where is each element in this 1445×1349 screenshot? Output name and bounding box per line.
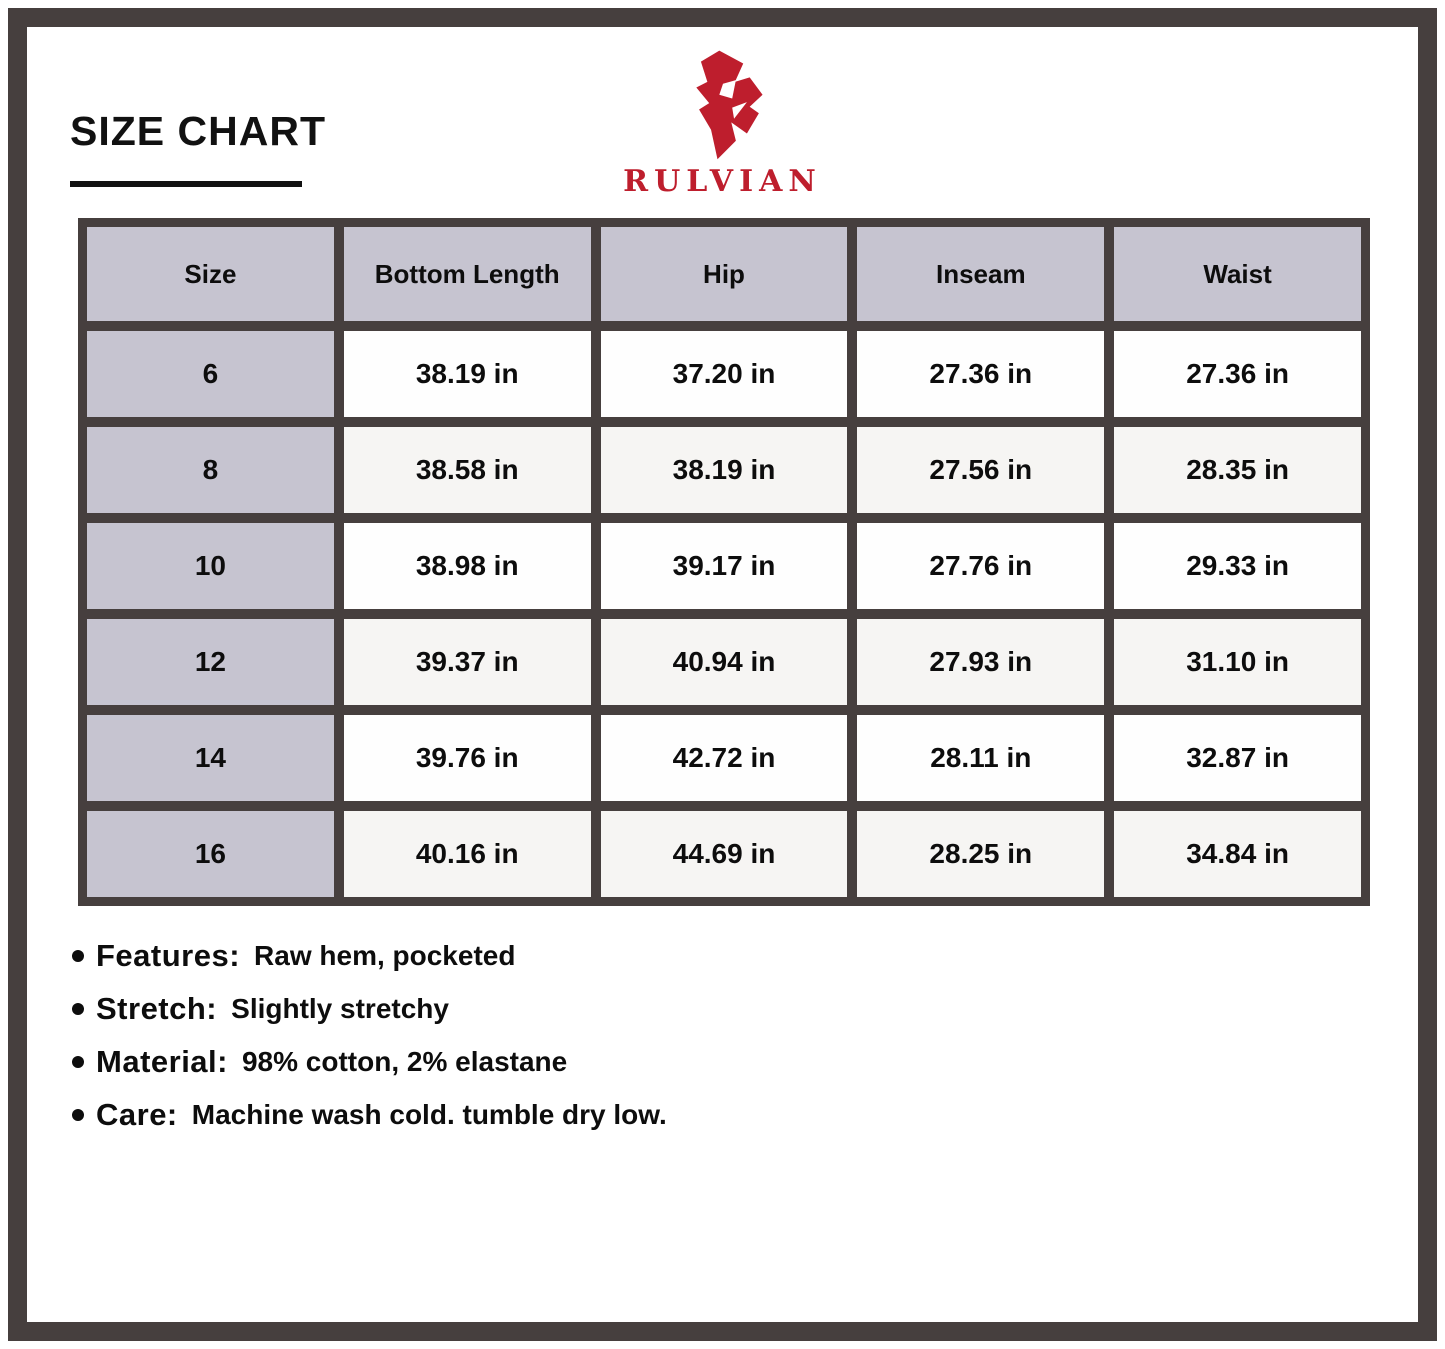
bullet-icon (72, 1003, 84, 1015)
measurement-cell: 37.20 in (601, 331, 848, 417)
detail-label: Care: (96, 1097, 178, 1132)
title-block (70, 108, 326, 187)
header-cell-inseam: Inseam (857, 227, 1104, 321)
measurement-cell: 38.98 in (344, 523, 591, 609)
measurement-cell: 28.25 in (857, 811, 1104, 897)
measurement-cell: 40.16 in (344, 811, 591, 897)
measurement-cell: 27.36 in (1114, 331, 1361, 417)
header-cell-hip: Hip (601, 227, 848, 321)
measurement-cell: 39.17 in (601, 523, 848, 609)
detail-label: Features: (96, 938, 241, 973)
page-title: SIZE CHART (70, 108, 326, 154)
detail-value: Machine wash cold. tumble dry low. (191, 1099, 667, 1130)
header-cell-waist: Waist (1114, 227, 1361, 321)
size-cell: 14 (87, 715, 334, 801)
measurement-cell: 42.72 in (601, 715, 848, 801)
detail-item-care (72, 1097, 667, 1133)
measurement-cell: 28.11 in (857, 715, 1104, 801)
header-cell-bottom-length: Bottom Length (344, 227, 591, 321)
bullet-icon (72, 1109, 84, 1121)
measurement-cell: 39.76 in (344, 715, 591, 801)
detail-value: 98% cotton, 2% elastane (241, 1046, 568, 1077)
measurement-cell: 44.69 in (601, 811, 848, 897)
size-cell: 12 (87, 619, 334, 705)
size-cell: 8 (87, 427, 334, 513)
measurement-cell: 38.58 in (344, 427, 591, 513)
detail-item-features (72, 938, 667, 974)
measurement-cell: 27.56 in (857, 427, 1104, 513)
detail-item-material (72, 1044, 667, 1080)
bullet-icon (72, 1056, 84, 1068)
measurement-cell: 39.37 in (344, 619, 591, 705)
brand-logo-r-icon (677, 48, 769, 160)
measurement-cell: 31.10 in (1114, 619, 1361, 705)
brand-logo (593, 48, 853, 199)
measurement-cell: 38.19 in (601, 427, 848, 513)
measurement-cell: 38.19 in (344, 331, 591, 417)
bullet-icon (72, 950, 84, 962)
header-cell-size: Size (87, 227, 334, 321)
detail-value: Raw hem, pocketed (254, 940, 516, 971)
measurement-cell: 27.76 in (857, 523, 1104, 609)
measurement-cell: 40.94 in (601, 619, 848, 705)
measurement-cell: 34.84 in (1114, 811, 1361, 897)
brand-wordmark: RULVIAN (623, 164, 822, 199)
detail-item-stretch (72, 991, 667, 1027)
size-cell: 16 (87, 811, 334, 897)
product-details-list (72, 938, 667, 1150)
size-cell: 6 (87, 331, 334, 417)
measurement-cell: 29.33 in (1114, 523, 1361, 609)
detail-label: Material: (96, 1044, 228, 1079)
measurement-cell: 27.36 in (857, 331, 1104, 417)
detail-label: Stretch: (96, 991, 218, 1026)
measurement-cell: 27.93 in (857, 619, 1104, 705)
size-cell: 10 (87, 523, 334, 609)
measurement-cell: 32.87 in (1114, 715, 1361, 801)
title-underline (70, 181, 302, 187)
size-chart-table (78, 218, 1370, 906)
measurement-cell: 28.35 in (1114, 427, 1361, 513)
detail-value: Slightly stretchy (231, 993, 449, 1024)
